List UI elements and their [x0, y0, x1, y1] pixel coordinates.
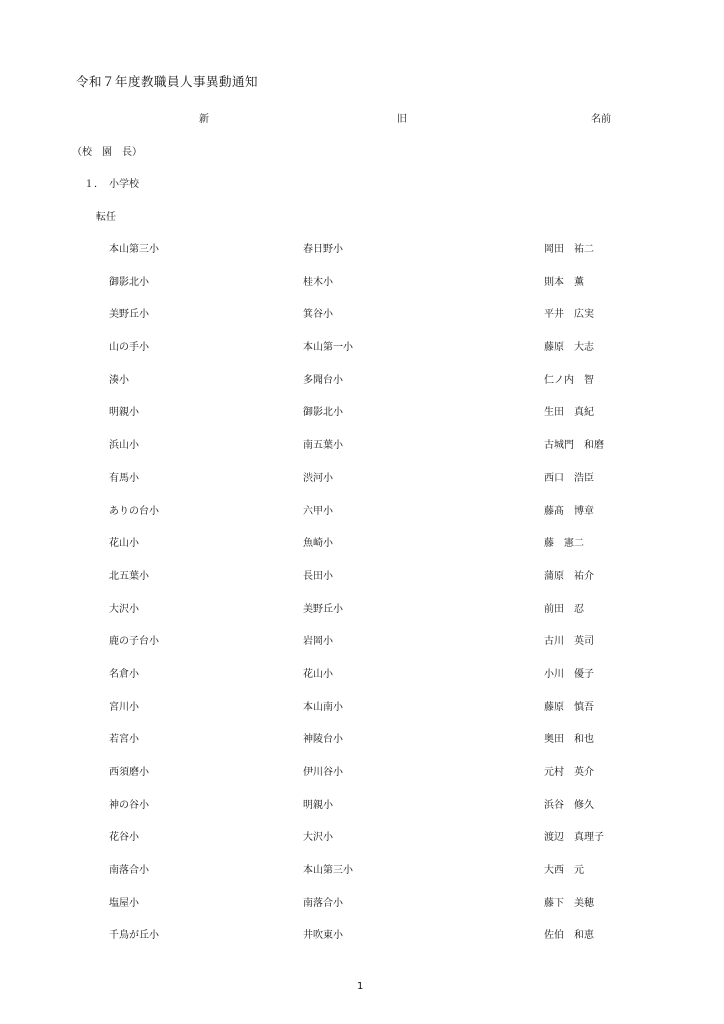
transfer-row — [0, 727, 724, 760]
new-school: 美野丘小 — [109, 309, 149, 321]
transfer-row — [0, 302, 724, 335]
new-school: 山の手小 — [109, 342, 149, 354]
old-school: 本山第三小 — [303, 865, 353, 877]
staff-name: 則本 薫 — [544, 276, 584, 288]
new-school: 北五葉小 — [109, 570, 149, 582]
new-school: 宮川小 — [109, 701, 139, 713]
new-school: 浜山小 — [109, 440, 139, 452]
new-school: 神の谷小 — [109, 799, 149, 811]
transfer-row — [0, 825, 724, 858]
staff-name: 藤 憲二 — [544, 538, 584, 550]
transfer-row — [0, 433, 724, 466]
staff-name: 佐伯 和恵 — [544, 930, 594, 942]
old-school: 岩岡小 — [303, 636, 333, 648]
new-school: 千鳥が丘小 — [109, 930, 159, 942]
transfer-row — [0, 368, 724, 401]
transfer-row — [0, 270, 724, 303]
staff-name: 平井 広実 — [544, 309, 594, 321]
transfer-row — [0, 793, 724, 826]
staff-name: 前田 忍 — [544, 603, 584, 615]
new-school: 御影北小 — [109, 276, 149, 288]
new-school: 西須磨小 — [109, 767, 149, 778]
staff-name: 蒲原 祐介 — [544, 570, 594, 582]
column-header-old: 旧 — [397, 114, 407, 125]
old-school: 長田小 — [303, 570, 333, 582]
new-school: 名倉小 — [109, 668, 139, 680]
staff-name: 古川 英司 — [544, 636, 594, 648]
school-type-heading: １． 小学校 — [84, 179, 139, 190]
transfer-row — [0, 335, 724, 368]
old-school: 多聞台小 — [303, 374, 343, 386]
staff-name: 藤原 慎吾 — [544, 701, 594, 713]
old-school: 南五葉小 — [303, 440, 343, 452]
staff-name: 仁ノ内 智 — [544, 374, 594, 386]
transfer-row — [0, 760, 724, 793]
transfer-type-heading: 転任 — [96, 212, 116, 223]
old-school: 本山第一小 — [303, 342, 353, 354]
staff-name: 藤髙 博章 — [544, 505, 594, 517]
staff-name: 元村 英介 — [544, 767, 594, 778]
staff-name: 西口 浩臣 — [544, 472, 594, 484]
old-school: 伊川谷小 — [303, 767, 343, 778]
staff-name: 藤下 美穂 — [544, 897, 594, 909]
old-school: 南落合小 — [303, 897, 343, 909]
staff-name: 浜谷 修久 — [544, 799, 594, 811]
old-school: 渋河小 — [303, 472, 333, 484]
staff-name: 小川 優子 — [544, 668, 594, 680]
new-school: 塩屋小 — [109, 897, 139, 909]
old-school: 大沢小 — [303, 832, 333, 844]
document-title: 令和７年度教職員人事異動通知 — [76, 74, 259, 89]
page-number: 1 — [357, 981, 364, 992]
transfer-row — [0, 891, 724, 924]
transfer-row — [0, 597, 724, 630]
old-school: 御影北小 — [303, 407, 343, 419]
new-school: 南落合小 — [109, 865, 149, 877]
old-school: 六甲小 — [303, 505, 333, 517]
new-school: 鹿の子台小 — [109, 636, 159, 648]
staff-name: 奥田 和也 — [544, 734, 594, 746]
staff-name: 岡田 祐二 — [544, 244, 594, 255]
transfer-row — [0, 629, 724, 662]
transfer-row — [0, 400, 724, 433]
old-school: 花山小 — [303, 668, 333, 680]
transfer-row — [0, 564, 724, 597]
old-school: 箕谷小 — [303, 309, 333, 321]
transfer-row — [0, 499, 724, 532]
new-school: 若宮小 — [109, 734, 139, 746]
transfer-row — [0, 237, 724, 270]
new-school: 花山小 — [109, 538, 139, 550]
new-school: 花谷小 — [109, 832, 139, 844]
transfer-row — [0, 531, 724, 564]
staff-name: 渡辺 真理子 — [544, 832, 604, 844]
old-school: 神陵台小 — [303, 734, 343, 746]
new-school: ありの台小 — [109, 505, 159, 517]
staff-name: 大西 元 — [544, 865, 584, 877]
new-school: 大沢小 — [109, 603, 139, 615]
new-school: 本山第三小 — [109, 244, 159, 255]
old-school: 井吹東小 — [303, 930, 343, 942]
old-school: 明親小 — [303, 799, 333, 811]
transfer-row — [0, 923, 724, 956]
transfer-row — [0, 858, 724, 891]
old-school: 桂木小 — [303, 276, 333, 288]
old-school: 春日野小 — [303, 244, 343, 255]
new-school: 有馬小 — [109, 472, 139, 484]
staff-name: 藤原 大志 — [544, 342, 594, 354]
transfer-row — [0, 695, 724, 728]
staff-name: 生田 真紀 — [544, 407, 594, 419]
old-school: 美野丘小 — [303, 603, 343, 615]
new-school: 明親小 — [109, 407, 139, 419]
old-school: 本山南小 — [303, 701, 343, 713]
new-school: 湊小 — [109, 374, 129, 386]
transfer-list — [0, 237, 724, 956]
column-header-new: 新 — [199, 114, 209, 125]
staff-name: 古城門 和磨 — [544, 440, 604, 452]
column-header-name: 名前 — [591, 114, 611, 125]
section-heading: （校 園 長） — [72, 147, 142, 158]
old-school: 魚崎小 — [303, 538, 333, 550]
transfer-row — [0, 662, 724, 695]
transfer-row — [0, 466, 724, 499]
